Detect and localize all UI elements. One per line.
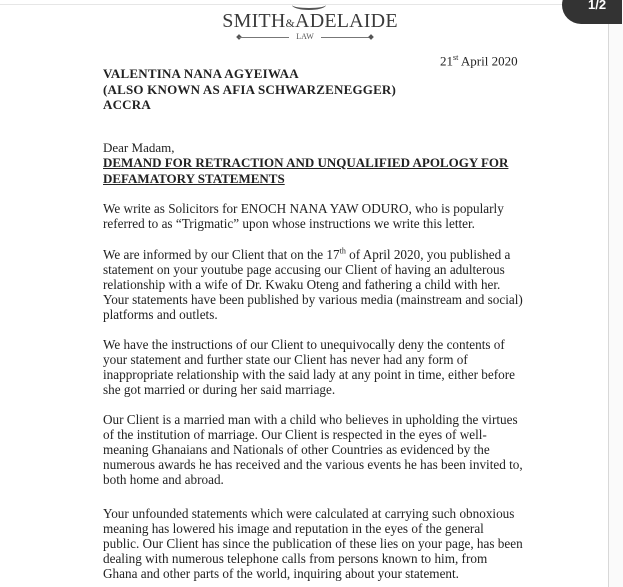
paragraph-2-text: of April 2020, you published a statement on your youtube page accusing our Client of having an adulterous relationship with a wife of Dr. Kwaku Oteng and fathering a child with her. Your statements have been published by various media (mainstream and social) platforms and outlets. — [103, 247, 523, 322]
ornament-line — [239, 37, 289, 38]
firm-name — [222, 10, 398, 33]
date-day: 21 — [440, 53, 453, 69]
page-counter-text: 1/2 — [588, 0, 607, 12]
paragraph-2-text: We are informed by our Client that on the 17 — [103, 247, 340, 262]
date-month-year: April 2020 — [458, 53, 518, 69]
addressee-line: ACCRA — [103, 97, 151, 112]
addressee-line: (ALSO KNOWN AS AFIA SCHWARZENEGGER) — [103, 81, 397, 97]
firm-subtitle-text: LAW — [296, 32, 314, 41]
letter-date — [440, 53, 518, 69]
paragraph-4: Our Client is a married man with a child who believes in upholding the virtues of the institution of marriage. Our Client is respected in the eyes of well-meaning Ghanaians and Nationals of other Countries as evidenced by the numerous awards he has received and the various events he has been invited to, both home and abroad. — [103, 412, 523, 487]
viewer-scrollbar-gutter[interactable] — [608, 0, 623, 587]
firm-name-part2: ADELAIDE — [295, 10, 398, 32]
ordinal-suffix: th — [339, 246, 346, 256]
ornament-diamond-icon — [368, 34, 374, 40]
paragraph-5: Your unfounded statements which were calculated at carrying such obnoxious meaning has lowered his image and reputation in the eyes of the general public. Our Client has since the publication of these lies on your page, has been dealing with numerous telephone calls from persons known to him, from Ghana and other parts of the world, inquiring about your statement. — [103, 506, 523, 581]
subject-heading: DEMAND FOR RETRACTION AND UNQUALIFIED APOLOGY FOR DEFAMATORY STATEMENTS — [103, 155, 509, 186]
ornament-line — [321, 37, 371, 38]
salutation: Dear Madam, — [103, 140, 175, 155]
logo-emblem-icon — [292, 0, 326, 10]
firm-name-part1: SMITH — [222, 10, 286, 32]
firm-name-ampersand: & — [285, 16, 296, 30]
paragraph-2 — [103, 247, 523, 322]
firm-subtitle — [235, 32, 375, 42]
date-suffix: st — [453, 53, 459, 62]
paragraph-3: We have the instructions of our Client to unequivocally deny the contents of your statement and further state our Client has never had any form of inappropriate relationship with the said lady at any point in time, either before she got married or during her said marriage. — [103, 337, 515, 397]
paragraph-1: We write as Solicitors for ENOCH NANA YAW ODURO, who is popularly referred to as “Trigmatic” upon whose instructions we write this letter. — [103, 201, 504, 231]
addressee-block — [103, 66, 396, 113]
addressee-line: VALENTINA NANA AGYEIWAA — [103, 66, 299, 81]
page-counter-badge — [562, 0, 622, 24]
